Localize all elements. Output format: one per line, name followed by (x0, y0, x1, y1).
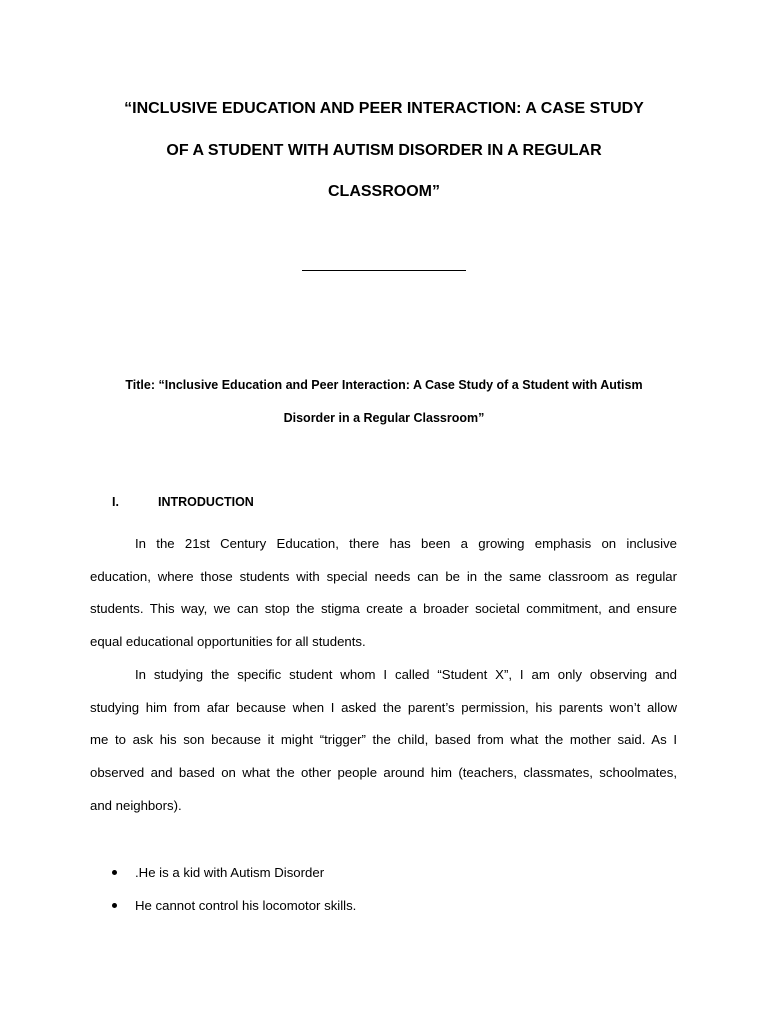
paragraph-line: education, where those students with special needs can be in the same classroom as regular (90, 568, 677, 584)
section-title: INTRODUCTION (158, 495, 254, 509)
paragraph-line: studying him from afar because when I asked the parent’s permission, his parents won’t allow (90, 699, 677, 715)
bullet-text: .He is a kid with Autism Disorder (135, 865, 325, 880)
paragraph-line: me to ask his son because it might “trigger” the child, based from what the mother said. As I (90, 732, 677, 748)
paragraph-line: and neighbors). (90, 797, 182, 813)
main-title-line: OF A STUDENT WITH AUTISM DISORDER IN A REGULAR (166, 141, 602, 159)
body-paragraph (90, 659, 677, 823)
paragraph-line: observed and based on what the other people around him (teachers, classmates, schoolmates, (90, 765, 677, 781)
document-main-title (90, 88, 678, 213)
bullet-dot-icon (112, 903, 117, 908)
bullet-dot-icon (112, 870, 117, 875)
paragraph-line: In the 21st Century Education, there has been a growing emphasis on inclusive (135, 536, 677, 551)
subtitle-line: Disorder in a Regular Classroom” (283, 411, 485, 425)
paragraph-line: equal educational opportunities for all students. (90, 634, 366, 650)
main-title-line: CLASSROOM” (328, 183, 440, 200)
paragraph-line: students. This way, we can stop the stigma create a broader societal commitment, and ensure (90, 601, 677, 617)
subtitle-line: Title: “Inclusive Education and Peer Interaction: A Case Study of a Student with Autism (125, 378, 643, 392)
body-paragraph (90, 528, 677, 659)
bullet-text: He cannot control his locomotor skills. (135, 898, 357, 913)
document-subtitle (90, 369, 678, 435)
bullet-list (90, 856, 678, 922)
bullet-item (90, 889, 678, 922)
section-number: I. (112, 495, 119, 509)
main-title-line: “INCLUSIVE EDUCATION AND PEER INTERACTION: A CASE STUDY (124, 100, 644, 117)
section-heading-introduction (112, 490, 512, 514)
title-divider-line (302, 270, 466, 271)
paragraph-line: In studying the specific student whom I called “Student X”, I am only observing and (135, 667, 677, 682)
bullet-item (90, 856, 678, 889)
